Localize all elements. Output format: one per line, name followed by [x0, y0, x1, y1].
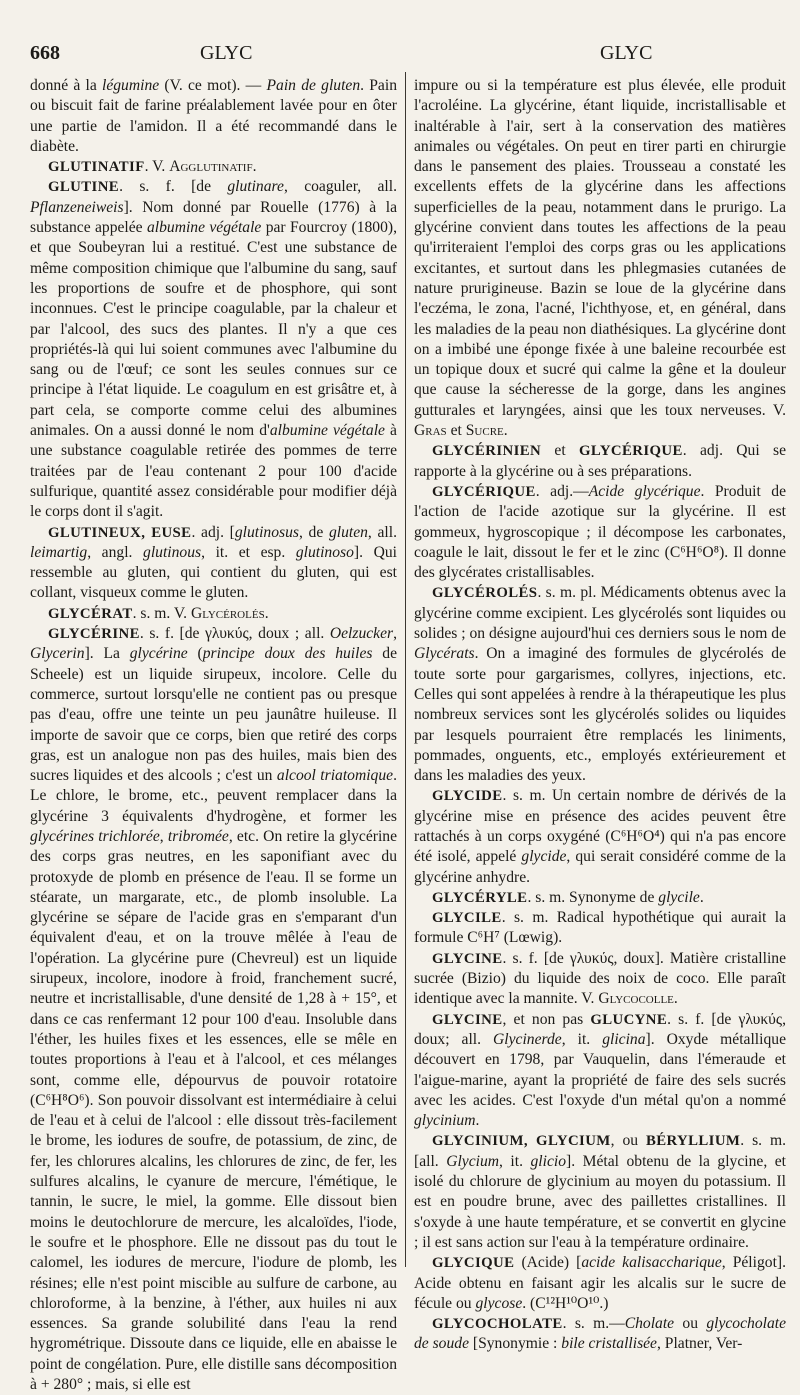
- entry-headword: GLYCINIUM, GLYCIUM: [432, 1133, 611, 1150]
- dictionary-entry: [414, 583, 786, 786]
- continued-paragraph: [414, 76, 786, 441]
- entry-text: ]. Métal obtenu de la glycine, et isolé du chlorure de glycinium au moyen du potassium. Il est en poudre brune, avec des paillettes cristallines. Il s'oxyde à une haute température, et se convertit en glycine ; il est sans action sur l'eau à la température ordinaire.: [414, 1152, 786, 1251]
- entry-text: . s. m. pl. Médicaments obtenus avec la glycérine comme excipient. Les glycérolés sont liquides ou solides ; on désigne aujourd'hui ces derniers sous le nom de: [414, 584, 786, 643]
- entry-text: bile cristallisée: [561, 1335, 657, 1353]
- running-head: [30, 42, 780, 68]
- entry-text: ,: [159, 827, 168, 845]
- dictionary-entry: [30, 177, 397, 522]
- entry-headword: GLYCILE: [432, 910, 502, 927]
- entry-text: Glycerin: [30, 645, 85, 663]
- entry-text: Gras: [414, 422, 447, 440]
- entry-text: . Produit de l'action de l'acide azotique sur la glycérine. Il est gommeux, hygroscopique ; il décompose les carbonates, coagule le lait, dissout le fer et le zinc (C⁶H⁶O⁸). Il donne des glycérates cristallisables.: [414, 482, 786, 582]
- dictionary-entry: [414, 908, 786, 949]
- entry-text: Oelzucker: [329, 625, 394, 643]
- column-divider: [405, 72, 406, 1267]
- entry-text: glutinoso: [295, 543, 354, 561]
- entry-text: . s. f. [de γλυκύς, doux ; all.: [139, 625, 330, 643]
- entry-text: glutinare: [227, 178, 284, 196]
- entry-text: . On a imaginé des formules de glycérolés de toute sorte pour gargarismes, collyres, injections, etc. Celles qui sont appelées à rendre à la thérapeutique les plus nombreux services sont les glycérolés solides ou liquides par lesquels pourraient être remplacés les liniments, pommades, onguents, etc., employés extérieurement et dans les maladies des yeux.: [414, 645, 786, 785]
- entry-headword: GLYCÉROLÉS: [432, 585, 538, 602]
- dictionary-entry: [414, 1253, 786, 1314]
- entry-text: Glycérats: [414, 645, 475, 663]
- entry-text: Glycinerde: [493, 1030, 562, 1048]
- entry-text: . s. m. Un certain nombre de dérivés de la glycérine mise en présence des acides peuvent être rattachés à un corps oxygéné (C⁶H⁶O⁴) qui n'a pas encore été isolé, appelé: [414, 787, 786, 866]
- entry-headword: GLUTINATIF: [48, 159, 145, 176]
- entry-text: Glycium: [446, 1152, 500, 1170]
- entry-text: glycocholate de soude: [414, 1315, 786, 1353]
- entry-text: glycile: [658, 888, 700, 906]
- entry-text: . s. m. Radical hypothétique qui aurait la formule C⁶H⁷ (Lœwig).: [414, 909, 786, 947]
- entry-text: gluten: [328, 523, 368, 541]
- entry-text: , all.: [367, 523, 397, 541]
- entry-headword: GLUTINE: [48, 179, 120, 196]
- entry-text: , coaguler, all.: [283, 178, 397, 196]
- entry-text: alcool triatomique: [276, 767, 394, 785]
- entry-text: ]. Nom donné par Rouelle (1776) à la substance appelée: [30, 198, 397, 237]
- entry-text: impure ou si la température est plus élevée, elle produit l'acroléine. La glycérine, étant liquide, incristallisable et inaltérable à l'air, sert à la conservation des matières animales ou végétales. On peut en tirer parti en chirurgie dans le pansement des plaies. Trousseau a constaté les excellents effets de la glycérine dans les affections superficielles de la peau, notamment dans le prurigo. La glycérine convient dans toutes les affections de la peau qu'irriteraient l'emploi des corps gras ou les applications excitantes, et surtout dans les phlegmasies cutanées de nature prurigineuse. Bazin se loue de la glycérine dans l'eczéma, le zona, l'acné, l'ichthyose, et, en général, dans les maladies de la peau non diathésiques. La glycérine dont on a imbibé une éponge fixée à une baleine recourbée est un topique doux et sucré qui calme la gêne et la douleur que cause la sécheresse de la gorge, dans les angines gutturales et laryngées, ainsi que les toux nerveuses. V.: [414, 77, 786, 419]
- entry-text: Glycérolés: [190, 604, 265, 622]
- entry-text: , it. et esp.: [201, 543, 296, 561]
- entry-headword: GLYCOCHOLATE: [432, 1316, 563, 1333]
- entry-headword: GLYCÉRINE: [48, 626, 140, 643]
- entry-text: , de: [298, 523, 329, 541]
- entry-text: , qui serait considéré comme de la glycérine anhydre.: [414, 848, 786, 886]
- entry-text: acide kalisaccharique: [581, 1254, 722, 1272]
- dictionary-entry: [414, 786, 786, 887]
- entry-text: (Acide) [: [514, 1254, 582, 1272]
- entry-text: ]. La: [84, 645, 130, 663]
- entry-text: , it.: [561, 1030, 603, 1048]
- entry-text: ]. Qui ressemble au gluten, qui contient du gluten, qui est collant, visqueux comme le gluten.: [30, 543, 397, 602]
- continued-paragraph: [30, 76, 397, 157]
- entry-text: Glycocolle: [598, 990, 674, 1008]
- entry-text: . s. m.—: [562, 1315, 625, 1333]
- dictionary-entry: [30, 604, 397, 624]
- entry-headword: GLYCIDE: [432, 788, 503, 805]
- entry-text: . adj.—: [535, 482, 589, 500]
- entry-text: .: [503, 422, 508, 440]
- entry-text: . s. m. V.: [132, 604, 191, 622]
- dictionary-entry: [414, 1010, 786, 1132]
- dictionary-entry: [30, 624, 397, 1395]
- entry-text: de Scheele) est un liquide sirupeux, incolore. Celle du commerce, surtout lorsqu'elle ne contient pas ou presque pas d'eau, offre une teinte un peu jaunâtre huileuse. Il importe de savoir que ce corps, bien que retiré des corps gras, est un analogue non pas des huiles, mais bien des sucres liquides et des alcools ; c'est un: [30, 645, 397, 785]
- entry-text: glycose: [475, 1294, 523, 1312]
- entry-text: . s. f. [de γλυκύς, doux; all.: [414, 1010, 786, 1048]
- entry-headword: GLYCÉRIQUE: [432, 483, 536, 500]
- entry-text: Cholate: [624, 1315, 675, 1333]
- entry-text: .: [699, 888, 704, 906]
- entry-text: donné à la: [30, 77, 102, 94]
- entry-headword: GLYCÉRYLE: [432, 889, 528, 906]
- entry-text: et: [446, 422, 466, 440]
- entry-headword: GLYCINE: [432, 1011, 503, 1028]
- entry-text: glycérines trichlorée: [30, 827, 160, 845]
- entry-text: , angl.: [87, 543, 144, 561]
- entry-text: . adj. [: [191, 523, 235, 541]
- dictionary-entry: [414, 949, 786, 1010]
- entry-text: glycinium: [414, 1112, 476, 1130]
- entry-headword: GLYCÉRIQUE: [579, 443, 683, 460]
- entry-text: . V.: [144, 158, 170, 176]
- dictionary-entry: [414, 482, 786, 583]
- entry-text: glycérine: [129, 645, 188, 663]
- entry-text: .: [264, 604, 269, 622]
- left-column: [30, 76, 397, 1395]
- entry-text: (: [187, 645, 203, 663]
- entry-text: ]. Oxyde métallique découvert en 1798, par Vauquelin, dans l'émeraude et l'aigue-marine, ayant la propriété de faire des sels sucrés avec les acides. C'est l'oxyde d'un métal qu'on a nommé: [414, 1030, 786, 1109]
- entry-text: , ou: [610, 1132, 646, 1150]
- entry-headword: GLYCIQUE: [432, 1255, 515, 1272]
- entry-text: glicina: [602, 1030, 646, 1048]
- entry-text: glutinosus: [234, 523, 299, 541]
- entry-text: et: [541, 442, 580, 460]
- entry-headword: GLUTINEUX, EUSE: [48, 524, 192, 541]
- entry-text: à une substance coagulable retirée des pommes de terre traitées par de l'eau contenant 2 pour 100 d'acide sulfurique, quantité assez considérable pour modifier déjà le corps dont il s'agit.: [30, 422, 397, 521]
- entry-text: par Fourcroy (1800), et que Soubeyran lui a restitué. C'est une substance de même composition chimique que l'albumine du sang, sauf les proportions de soufre et de phosphore, qui sont inconnues. C'est le principe coagulable, par la chaleur et par l'alcool, des sucs des plantes. Il n'y a que ces propriétés-là qui lui soient communes avec l'albumine du sang ou de l'œuf; ce sont les seules connues sur ce principe à l'état liquide. Le coagulum en est grisâtre et, à part cela, se comporte comme celui des albumines animales. On a aussi donné le nom d': [30, 219, 397, 440]
- entry-text: Agglutinatif: [169, 158, 253, 176]
- entry-text: . s. f. [de γλυκύς, doux]. Matière cristalline sucrée (Bizio) du liquide des noix de coco. Elle paraît identique avec la mannite. V.: [414, 949, 786, 1008]
- dictionary-entry: [414, 888, 786, 908]
- entry-headword: GLUCYNE: [590, 1011, 668, 1028]
- entry-text: Pain de gluten: [266, 77, 361, 94]
- right-running-heading: GLYC: [600, 42, 653, 64]
- entry-text: [Synonymie :: [469, 1335, 562, 1353]
- entry-text: . s. f. [de: [119, 178, 228, 196]
- entry-headword: GLYCINE: [432, 950, 503, 967]
- dictionary-entry: [414, 1314, 786, 1355]
- entry-text: , etc. On retire la glycérine des corps gras neutres, en les saponifiant avec du protoxyde de plomb en présence de l'eau. Il se forme un stéarate, un margarate, etc., de plomb insoluble. La glycérine se sépare de l'acide gras en s'emparant d'un équivalent d'eau, et on la trouve mêlée à l'eau de l'opération. La glycérine pure (Chevreul) est un liquide sirupeux, incolore, inodore à froid, franchement sucré, neutre et incristallisable, d'une densité de 1,28 à + 15°, et dans ce cas renfermant 12 pour 100 d'eau. Insoluble dans l'éther, les huiles fixes et les essences, elle se mêle en toutes proportions à l'eau et à l'alcool, et ces mélanges sont, comme elle, dépourvus de pouvoir rotatoire (C⁶H⁸O⁶). Son pouvoir dissolvant est intermédiaire à celui de l'eau et à celui de l'alcool : elle dissout très-facilement le brome, les iodures de soufre, de potassium, de zinc, de fer, les chlorures alcalins, les chlorures de zinc, de fer, les sulfures alcalins, le cyanure de mercure, l'émétique, le tannin, le sucre, le miel, la gomme. Elle dissout bien moins le deutochlorure de mercure, les alcaloïdes, l'iode, le soufre et le phosphore. Elle ne dissout pas du tout le calomel, les iodures de mercure, l'iodure de plomb, les résines; elle n'est point miscible au sulfure de carbone, au chloroforme, à la benzine, à l'éther, aux huiles ni aux essences. Sa grande solubilité dans l'eau la rend hygrométrique. Dissoute dans ce liquide, elle en abaisse le point de congélation. Pure, elle distille sans décomposition à + 280° ; mais, si elle est: [30, 827, 398, 1393]
- entry-text: glicio: [530, 1152, 567, 1170]
- entry-text: . adj. Qui se rapporte à la glycérine ou à ses préparations.: [414, 442, 786, 480]
- entry-text: , Platner, Ver-: [656, 1335, 743, 1353]
- dictionary-entry: [30, 523, 397, 604]
- entry-headword: BÉRYLLIUM: [645, 1133, 741, 1150]
- entry-text: . Pain ou biscuit fait de farine préalablement lavée pour en ôter une partie de l'amidon. Il a été recommandé dans le diabète.: [30, 77, 397, 155]
- entry-text: , et non pas: [502, 1010, 591, 1028]
- left-running-heading: GLYC: [200, 42, 253, 64]
- entry-text: glutinous: [143, 543, 202, 561]
- entry-text: glycide: [521, 848, 567, 866]
- entry-text: . (C¹²H¹⁰O¹⁰.): [522, 1294, 609, 1312]
- entry-text: leimartig: [30, 543, 88, 561]
- entry-text: .: [475, 1112, 480, 1130]
- entry-text: albumine végétale: [269, 422, 385, 440]
- dictionary-entry: [414, 1131, 786, 1253]
- page-number: 668: [30, 42, 60, 64]
- entry-text: (V. ce mot). —: [159, 77, 267, 94]
- entry-text: . s. m. Synonyme de: [527, 888, 659, 906]
- entry-headword: GLYCÉRINIEN: [432, 443, 542, 460]
- entry-text: légumine: [102, 77, 160, 94]
- entry-text: .: [252, 158, 257, 176]
- dictionary-entry: [414, 441, 786, 482]
- entry-text: . Le chlore, le brome, etc., peuvent remplacer dans la glycérine 3 équivalents d'hydrogène, et former les: [30, 767, 397, 825]
- entry-headword: GLYCÉRAT: [48, 605, 133, 622]
- entry-text: Pflanzeneiweis: [30, 198, 124, 216]
- right-column: [414, 76, 786, 1355]
- entry-text: , it.: [499, 1152, 531, 1170]
- entry-text: principe doux des huiles: [202, 645, 373, 663]
- entry-text: ,: [393, 625, 397, 643]
- entry-text: Acide glycérique: [588, 482, 701, 500]
- entry-text: albumine végétale: [146, 219, 262, 237]
- entry-text: .: [673, 990, 678, 1008]
- entry-text: . s. m. [all.: [414, 1132, 786, 1170]
- entry-text: ou: [674, 1315, 707, 1333]
- dictionary-entry: [30, 157, 397, 177]
- entry-text: Sucre: [465, 422, 504, 440]
- entry-text: tribromée: [167, 827, 229, 845]
- entry-text: , Péligot]. Acide obtenu en faisant agir les alcalis sur le sucre de fécule ou: [414, 1254, 786, 1312]
